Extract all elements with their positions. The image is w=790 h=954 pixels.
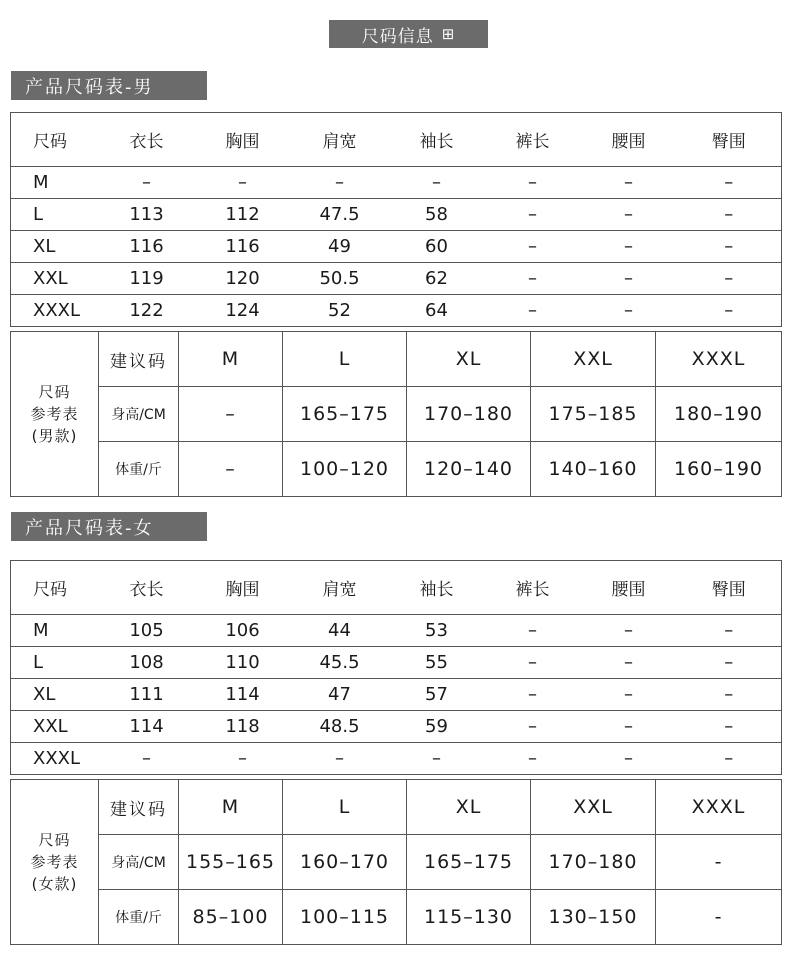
weight-range: 120–140 (407, 442, 531, 497)
column-header: 胸围 (225, 132, 260, 152)
table-cell: – (528, 620, 537, 641)
table-cell: M (33, 620, 49, 641)
table-cell: 122 (129, 300, 164, 321)
height-range: 170–180 (531, 835, 656, 890)
side-label-line: 尺码 (38, 383, 71, 401)
weight-range: 115–130 (407, 890, 531, 945)
table-cell: XXXL (33, 300, 81, 321)
table-cell: 47.5 (319, 204, 360, 225)
size-info-title (329, 20, 488, 48)
table-cell: 57 (425, 684, 448, 705)
table-cell: – (724, 300, 734, 321)
column-header: 胸围 (225, 580, 260, 600)
suggested-size: L (283, 780, 407, 835)
table-row (11, 231, 782, 263)
table-cell: – (624, 748, 633, 769)
table-cell: XXXL (33, 748, 81, 769)
table-cell: – (528, 652, 537, 673)
section-label-men: 产品尺码表-男 (11, 71, 207, 100)
table-cell: – (724, 620, 734, 641)
size-info-title-text: 尺码信息 (361, 26, 434, 47)
table-cell: 62 (425, 268, 448, 289)
table-row (11, 711, 782, 743)
table-cell: XXL (33, 268, 68, 289)
column-header: 腰围 (611, 580, 646, 600)
weight-range: 100–120 (283, 442, 407, 497)
table-cell: – (624, 172, 633, 193)
reference-side-label (11, 332, 99, 497)
table-cell: – (528, 268, 537, 289)
side-label-line: (女款) (31, 875, 78, 893)
row-label-suggested-size: 建议码 (99, 332, 179, 387)
table-cell: 48.5 (319, 716, 360, 737)
table-row (11, 647, 782, 679)
table-cell: – (238, 748, 247, 769)
table-cell: 111 (129, 684, 164, 705)
table-cell: – (335, 748, 344, 769)
table-cell: – (528, 684, 537, 705)
table-row (11, 615, 782, 647)
table-cell: 52 (328, 300, 351, 321)
table-cell: – (432, 748, 441, 769)
table-cell: 114 (225, 684, 260, 705)
table-cell: 113 (129, 204, 164, 225)
suggested-size: L (283, 332, 407, 387)
height-range: 165–175 (283, 387, 407, 442)
column-header: 衣长 (129, 132, 164, 152)
row-label-weight: 体重/斤 (99, 442, 179, 497)
table-cell: – (724, 652, 734, 673)
table-cell: – (528, 716, 537, 737)
size-table-men (10, 112, 782, 327)
table-row (11, 263, 782, 295)
weight-range: – (179, 442, 283, 497)
table-cell: 64 (425, 300, 448, 321)
suggested-size: M (179, 332, 283, 387)
plus-box-icon: ⊞ (441, 25, 456, 43)
table-cell: – (624, 268, 633, 289)
table-cell: 49 (328, 236, 351, 257)
table-cell: – (432, 172, 441, 193)
weight-range: 100–115 (283, 890, 407, 945)
column-header: 臀围 (711, 580, 746, 600)
table-cell: 116 (129, 236, 164, 257)
suggested-size: XL (407, 780, 531, 835)
side-label-line: (男款) (31, 427, 78, 445)
table-cell: XL (33, 684, 56, 705)
column-header: 衣长 (129, 580, 164, 600)
side-label-line: 参考表 (30, 853, 79, 871)
height-range: – (179, 387, 283, 442)
table-cell: – (724, 204, 734, 225)
table-cell: 120 (225, 268, 260, 289)
table-cell: – (335, 172, 344, 193)
table-cell: 59 (425, 716, 448, 737)
table-cell: 60 (425, 236, 448, 257)
reference-table-men (10, 331, 782, 497)
weight-range: - (656, 890, 782, 945)
row-label-suggested-size: 建议码 (99, 780, 179, 835)
row-label-weight: 体重/斤 (99, 890, 179, 945)
column-header: 尺码 (33, 580, 67, 600)
suggested-size: XXL (531, 780, 656, 835)
weight-range: 160–190 (656, 442, 782, 497)
weight-range: 85–100 (179, 890, 283, 945)
height-range: 155–165 (179, 835, 283, 890)
column-header: 袖长 (419, 132, 454, 152)
table-cell: 114 (129, 716, 164, 737)
table-cell: – (624, 684, 633, 705)
table-row (11, 679, 782, 711)
table-cell: L (33, 652, 44, 673)
height-range: 165–175 (407, 835, 531, 890)
table-cell: – (142, 748, 151, 769)
column-header: 尺码 (33, 132, 67, 152)
table-cell: 118 (225, 716, 260, 737)
section-label-women: 产品尺码表-女 (11, 512, 207, 541)
height-range: 160–170 (283, 835, 407, 890)
size-table-header (11, 561, 782, 615)
column-header: 臀围 (711, 132, 746, 152)
table-cell: 106 (225, 620, 260, 641)
table-cell: – (624, 204, 633, 225)
table-cell: 124 (225, 300, 260, 321)
table-row (11, 167, 782, 199)
row-label-height: 身高/CM (99, 387, 179, 442)
table-cell: – (624, 652, 633, 673)
column-header: 裤长 (515, 580, 550, 600)
height-range: 180–190 (656, 387, 782, 442)
reference-side-label (11, 780, 99, 945)
table-cell: M (33, 172, 49, 193)
table-cell: – (528, 236, 537, 257)
height-range: 175–185 (531, 387, 656, 442)
table-cell: – (528, 172, 537, 193)
column-header: 袖长 (419, 580, 454, 600)
table-row (11, 743, 782, 775)
table-cell: 53 (425, 620, 448, 641)
table-cell: 110 (225, 652, 260, 673)
table-cell: – (238, 172, 247, 193)
table-cell: – (528, 300, 537, 321)
table-cell: L (33, 204, 44, 225)
suggested-size: XL (407, 332, 531, 387)
suggested-size: XXXL (656, 332, 782, 387)
table-cell: – (624, 300, 633, 321)
height-range: 170–180 (407, 387, 531, 442)
height-range: - (656, 835, 782, 890)
suggested-size: XXXL (656, 780, 782, 835)
table-cell: – (142, 172, 151, 193)
row-label-height: 身高/CM (99, 835, 179, 890)
table-cell: – (528, 204, 537, 225)
side-label-line: 参考表 (30, 405, 79, 423)
table-cell: – (528, 748, 537, 769)
column-header: 肩宽 (322, 580, 357, 600)
table-cell: – (724, 268, 734, 289)
suggested-size: M (179, 780, 283, 835)
table-cell: 116 (225, 236, 260, 257)
column-header: 裤长 (515, 132, 550, 152)
weight-range: 140–160 (531, 442, 656, 497)
weight-range: 130–150 (531, 890, 656, 945)
table-cell: – (624, 716, 633, 737)
table-cell: 47 (328, 684, 351, 705)
table-cell: XXL (33, 716, 68, 737)
suggested-size: XXL (531, 332, 656, 387)
table-cell: 119 (129, 268, 164, 289)
table-cell: – (724, 236, 734, 257)
side-label-line: 尺码 (38, 831, 71, 849)
table-cell: XL (33, 236, 56, 257)
table-row (11, 199, 782, 231)
table-cell: 44 (328, 620, 351, 641)
size-table-women (10, 560, 782, 775)
table-cell: 50.5 (319, 268, 360, 289)
table-cell: 45.5 (319, 652, 360, 673)
column-header: 肩宽 (322, 132, 357, 152)
table-cell: – (724, 748, 734, 769)
size-table-header (11, 113, 782, 167)
table-row (11, 295, 782, 327)
table-cell: 58 (425, 204, 448, 225)
table-cell: – (624, 620, 633, 641)
table-cell: 55 (425, 652, 448, 673)
reference-table-women (10, 779, 782, 945)
column-header: 腰围 (611, 132, 646, 152)
table-cell: 105 (129, 620, 164, 641)
table-cell: 108 (129, 652, 164, 673)
table-cell: – (624, 236, 633, 257)
table-cell: 112 (225, 204, 260, 225)
table-cell: – (724, 716, 734, 737)
table-cell: – (724, 172, 734, 193)
table-cell: – (724, 684, 734, 705)
